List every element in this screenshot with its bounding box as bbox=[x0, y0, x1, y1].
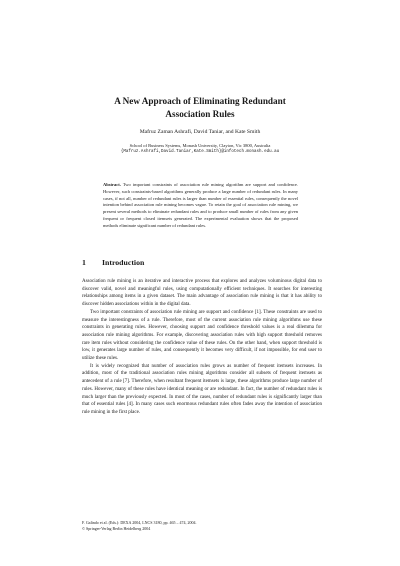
abstract bbox=[103, 182, 298, 230]
copyright-line: © Springer-Verlag Berlin Heidelberg 2004 bbox=[82, 526, 151, 531]
body-text bbox=[82, 278, 322, 417]
title-line: A New Approach of Eliminating Redundant bbox=[114, 96, 286, 106]
citation-line: F. Galindo et al. (Eds.): DEXA 2004, LNCS 3180, pp. 465 – 474, 2004. bbox=[82, 520, 197, 525]
page-footer bbox=[82, 520, 322, 532]
title-line: Association Rules bbox=[165, 109, 235, 119]
affiliation-block bbox=[60, 143, 340, 156]
paragraph: Association rule mining is an iterative and interactive process that explores and analyzes voluminous digital data to discover valid, novel and meaningful rules, using computationally efficient techniques. It searches for interesting relationships among items in a given dataset. The main advantage of association rule mining is that it has ability to discover hidden associations within in the digital data. bbox=[82, 279, 322, 308]
section-title: Introduction bbox=[102, 258, 145, 267]
author-list: Mafruz Zaman Ashrafi, David Taniar, and Kate Smith bbox=[139, 129, 261, 135]
paper-title bbox=[60, 95, 340, 121]
section-heading bbox=[82, 258, 144, 268]
paragraph: Two important constraints of association rule mining are support and confidence [1]. These constraints are used to measure the interestingness of a rule. Therefore, most of the current association rule mining algorithms use these constraints in generating rules. However, choosing support and confidence threshold values is a real dilemma for association rule mining algorithms. For example, discovering association rules with high support threshold removes rare item rules without considering the confidence value of these rules. On the other hand, when support threshold is low, it generates large number of rules, and consequently it becomes very difficult, if not impossible, for end user to utilize these rules. bbox=[82, 309, 322, 362]
abstract-text: Two important constraints of association rule mining algorithm are support and confidence. However, such constraints-based algorithms generally produce a large number of redundant rules. In many cases, if not all, number of redundant rules is larger than number of essential rules, consequently the novel intention behind association rule mining becomes vague. To retain the goal of association rule mining, we present several methods to eliminate redundant rules and to produce small number of rules from any given frequent or frequent closed itemsets generated. The experimental evaluation shows that the proposed methods eliminate significant number of redundant rules. bbox=[103, 182, 298, 228]
affiliation-line: School of Business Systems, Monash University, Clayton, Vic 3800, Australia bbox=[129, 143, 271, 148]
section-number: 1 bbox=[82, 258, 86, 267]
paragraph: It is widely recognized that number of association rules grows as number of frequent itemsets increases. In addition, most of the traditional association rules mining algorithms consider all subsets of frequent itemsets as antecedent of a rule [7]. Therefore, when resultant frequent itemsets is large, these algorithms produce large number of rules. However, many of these rules have identical meaning or are redundant. In fact, the number of redundant rules is much larger than the previously expected. In most of the cases, number of redundant rules is significantly larger than that of essential rules [4]. In many cases such enormous redundant rules often fades away the intention of association rule mining in the first place. bbox=[82, 363, 322, 415]
abstract-label: Abstract. bbox=[103, 182, 121, 187]
email-line: {Mafruz.Ashrafi,David.Taniar,Kate.Smith}@infotech.monash.edu.au bbox=[120, 150, 280, 155]
